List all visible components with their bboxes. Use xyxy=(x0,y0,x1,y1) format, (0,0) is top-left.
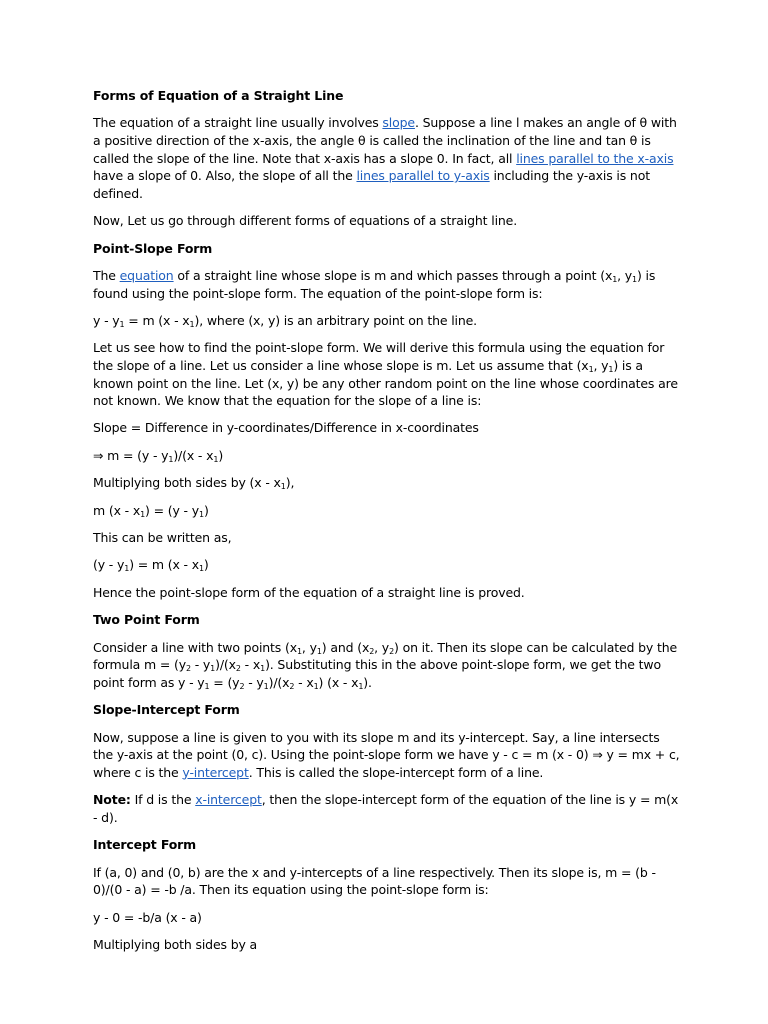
subscript: 2 xyxy=(289,681,295,691)
text: Multiplying both sides by (x - x xyxy=(93,475,281,491)
link-x-intercept[interactable]: x-intercept xyxy=(195,792,262,808)
subscript: 2 xyxy=(369,646,375,656)
text: of a straight line whose slope is m and which passes through a point (x xyxy=(173,267,613,283)
section-heading-point-slope: Point-Slope Form xyxy=(93,240,213,256)
written-as: This can be written as, xyxy=(93,530,232,546)
text: y - y xyxy=(93,312,120,328)
subscript: 1 xyxy=(296,646,302,656)
section-heading-slope-intercept: Slope-Intercept Form xyxy=(93,702,240,718)
text: ), where (x, y) is an arbitrary point on the line. xyxy=(194,312,477,328)
text: = (y xyxy=(209,674,240,690)
subscript: 1 xyxy=(358,681,364,691)
text: )/(x xyxy=(215,657,236,673)
subscript: 1 xyxy=(608,364,614,374)
subscript: 2 xyxy=(389,646,395,656)
text: , then the slope-intercept form of the equation of the line is y = m(x - d). xyxy=(93,792,679,825)
subscript: 1 xyxy=(198,509,204,519)
link-y-intercept[interactable]: y-intercept xyxy=(182,764,249,780)
text: Let us see how to find the point-slope form. We will derive this formula using the equation for the slope of a line. Let us consider a line whose slope is m. Let us assume that (x xyxy=(93,340,665,373)
intro-text: The equation of a straight line usually involves xyxy=(93,115,383,131)
text: ) is found using the point-slope form. The equation of the point-slope form is: xyxy=(93,267,656,301)
text: Now, suppose a line is given to you with its slope m and its y-intercept. Say, a line intersects the y-axis at the point (0, c). Using the point-slope form we have y - c = m (x - 0) ⇒ y = mx + c, where c is the xyxy=(93,729,680,780)
subscript: 1 xyxy=(632,274,637,284)
slope-definition: Slope = Difference in y-coordinates/Difference in x-coordinates xyxy=(93,420,479,436)
text: The xyxy=(93,267,120,283)
subscript: 2 xyxy=(235,664,241,674)
intercept-equation: y - 0 = -b/a (x - a) xyxy=(93,909,202,925)
intercept-multiply: Multiplying both sides by a xyxy=(93,936,258,952)
note-paragraph xyxy=(93,791,683,826)
subscript: 1 xyxy=(124,564,130,574)
multiply-step xyxy=(93,474,683,492)
text: ) xyxy=(218,447,224,463)
text: m (x - x xyxy=(93,502,141,518)
point-slope-derivation xyxy=(93,339,683,409)
subscript: 2 xyxy=(239,681,245,691)
equation-step-3 xyxy=(93,556,683,574)
note-label: Note: xyxy=(93,792,131,808)
subscript: 1 xyxy=(213,454,219,464)
text: ) xyxy=(203,502,209,518)
text: ) on it. Then its slope can be calculated by the formula m = (y xyxy=(93,639,678,673)
text: ) = (y - y xyxy=(145,502,199,518)
subscript: 1 xyxy=(280,482,286,492)
link-lines-parallel-x-axis[interactable]: lines parallel to the x-axis xyxy=(516,150,674,166)
text: ⇒ m = (y - y xyxy=(93,447,169,463)
intro-paragraph xyxy=(93,114,683,202)
text: ), xyxy=(285,475,295,491)
subscript: 1 xyxy=(263,681,269,691)
subscript: 1 xyxy=(140,509,146,519)
text: , y xyxy=(301,639,317,655)
text: - y xyxy=(190,657,211,673)
section-heading-intercept: Intercept Form xyxy=(93,837,197,853)
text: = m (x - x xyxy=(124,312,190,328)
subscript: 1 xyxy=(204,681,210,691)
subscript: 1 xyxy=(119,319,125,329)
subscript: 1 xyxy=(210,664,216,674)
text: ). Substituting this in the above point-slope form, we get the two point form as y - y xyxy=(93,657,661,690)
text: )/(x xyxy=(268,674,290,690)
point-slope-intro xyxy=(93,267,683,302)
link-slope[interactable]: slope xyxy=(382,115,415,131)
subscript: 1 xyxy=(612,274,618,284)
text: ). xyxy=(363,674,372,690)
page-title: Forms of Equation of a Straight Line xyxy=(93,88,344,103)
text: ) is a known point on the line. Let (x, y) be any other random point on the line whose coordinates are not known. We know that the equation for the slope of a line is: xyxy=(93,357,678,409)
text: . This is called the slope-intercept form of a line. xyxy=(248,764,544,780)
intro-text: . Suppose a line l makes an angle of θ with a positive direction of the x-axis, the angle θ is called the inclination of the line and tan θ is called the slope of the line. Note that x-axis has a slope 0. In fact, all xyxy=(93,115,677,166)
now-paragraph: Now, Let us go through different forms of equations of a straight line. xyxy=(93,213,518,229)
intercept-paragraph: If (a, 0) and (0, b) are the x and y-intercepts of a line respectively. Then its slope is, m = (b - 0)/(0 - a) = -b /a. Then its equation using the point-slope form is: xyxy=(93,864,656,898)
section-heading-two-point: Two Point Form xyxy=(93,612,200,628)
equation-step-2 xyxy=(93,502,683,520)
subscript: 2 xyxy=(185,664,191,674)
text: ) = m (x - x xyxy=(129,557,199,573)
link-equation[interactable]: equation xyxy=(119,267,174,283)
hence-proved: Hence the point-slope form of the equation of a straight line is proved. xyxy=(93,584,525,600)
text: If d is the xyxy=(130,792,196,808)
text: ) (x - x xyxy=(318,674,359,690)
subscript: 1 xyxy=(313,681,319,691)
text: )/(x - x xyxy=(173,447,214,463)
text: , y xyxy=(617,267,633,283)
text: Consider a line with two points (x xyxy=(93,639,297,655)
text: ) xyxy=(203,557,209,573)
two-point-paragraph xyxy=(93,639,683,692)
point-slope-formula xyxy=(93,312,683,330)
subscript: 1 xyxy=(198,564,204,574)
intro-text: have a slope of 0. Also, the slope of all the xyxy=(93,168,357,184)
equation-m xyxy=(93,447,683,465)
text: (y - y xyxy=(93,557,125,573)
slope-intercept-paragraph xyxy=(93,729,683,782)
link-lines-parallel-y-axis[interactable]: lines parallel to y-axis xyxy=(356,168,490,184)
text: - x xyxy=(294,674,314,690)
intro-text: including the y-axis is not defined. xyxy=(93,168,650,201)
text: - y xyxy=(244,674,264,690)
document-page xyxy=(93,87,683,963)
subscript: 1 xyxy=(588,364,594,374)
subscript: 1 xyxy=(316,646,322,656)
subscript: 1 xyxy=(189,319,195,329)
text: , y xyxy=(374,639,390,655)
subscript: 1 xyxy=(168,454,174,464)
text: , y xyxy=(593,357,609,373)
subscript: 1 xyxy=(260,664,266,674)
text: ) and (x xyxy=(321,639,370,655)
text: - x xyxy=(240,657,261,673)
